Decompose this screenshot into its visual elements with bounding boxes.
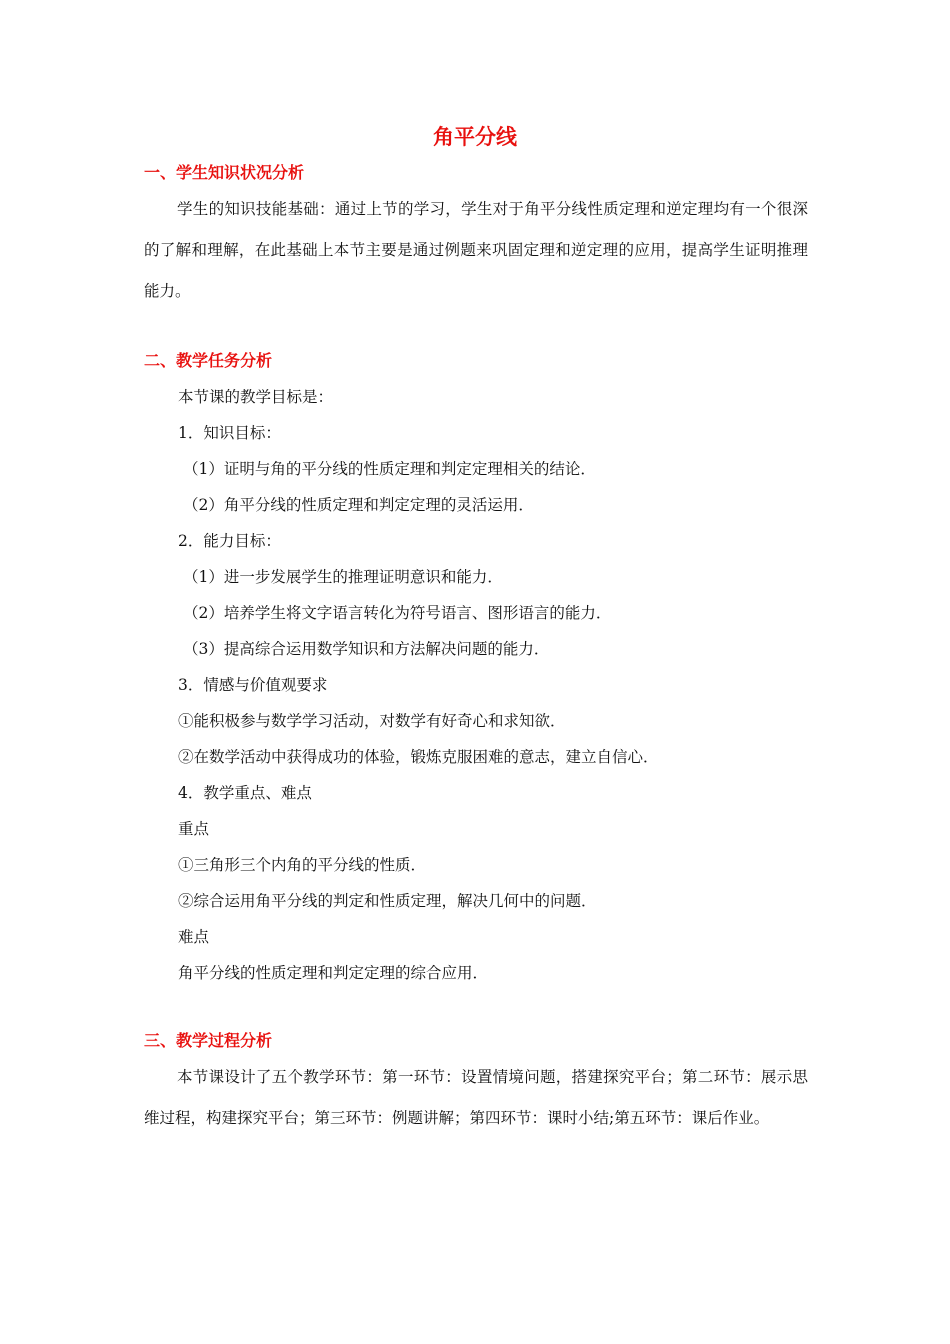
document-title: 角平分线: [433, 125, 517, 149]
key-points-label: 重点: [178, 820, 210, 838]
ability-goal-item: （2）培养学生将文字语言转化为符号语言、图形语言的能力．: [183, 604, 612, 622]
goals-intro: 本节课的教学目标是：: [178, 388, 334, 406]
emotion-goal-item: ①能积极参与数学学习活动，对数学有好奇心和求知欲．: [178, 712, 566, 730]
section-heading-student-analysis: 一、学生知识状况分析: [144, 163, 305, 182]
section-paragraph-student-analysis: 学生的知识技能基础：通过上节的学习，学生对于角平分线性质定理和逆定理均有一个很深的了解和理解，在此基础上本节主要是通过例题来巩固定理和逆定理的应用，提高学生证明推理能力。: [144, 200, 808, 300]
knowledge-goal-title: 1．知识目标：: [178, 424, 281, 442]
ability-goal-item: （3）提高综合运用数学知识和方法解决问题的能力．: [183, 640, 550, 658]
key-point-item: ②综合运用角平分线的判定和性质定理，解决几何中的问题．: [178, 892, 597, 910]
ability-goal-item: （1）进一步发展学生的推理证明意识和能力．: [183, 568, 503, 586]
difficult-points-label: 难点: [178, 928, 210, 946]
section-heading-task-analysis: 二、教学任务分析: [144, 351, 273, 370]
section-heading-process-analysis: 三、教学过程分析: [144, 1031, 273, 1050]
difficult-point-text: 角平分线的性质定理和判定定理的综合应用．: [178, 964, 489, 982]
ability-goal-title: 2．能力目标：: [178, 532, 281, 550]
emotion-goal-item: ②在数学活动中获得成功的体验，锻炼克服困难的意志，建立自信心．: [178, 748, 659, 766]
focus-difficulty-title: 4．教学重点、难点: [178, 784, 312, 802]
section-paragraph-process-analysis: 本节课设计了五个教学环节：第一环节：设置情境问题，搭建探究平台；第二环节：展示思维过程，构建探究平台；第三环节：例题讲解；第四环节：课时小结;第五环节：课后作业。: [144, 1068, 808, 1127]
emotion-goal-title: 3．情感与价值观要求: [178, 676, 328, 694]
knowledge-goal-item: （1）证明与角的平分线的性质定理和判定定理相关的结论．: [183, 460, 596, 478]
key-point-item: ①三角形三个内角的平分线的性质．: [178, 856, 427, 874]
knowledge-goal-item: （2）角平分线的性质定理和判定定理的灵活运用．: [183, 496, 534, 514]
